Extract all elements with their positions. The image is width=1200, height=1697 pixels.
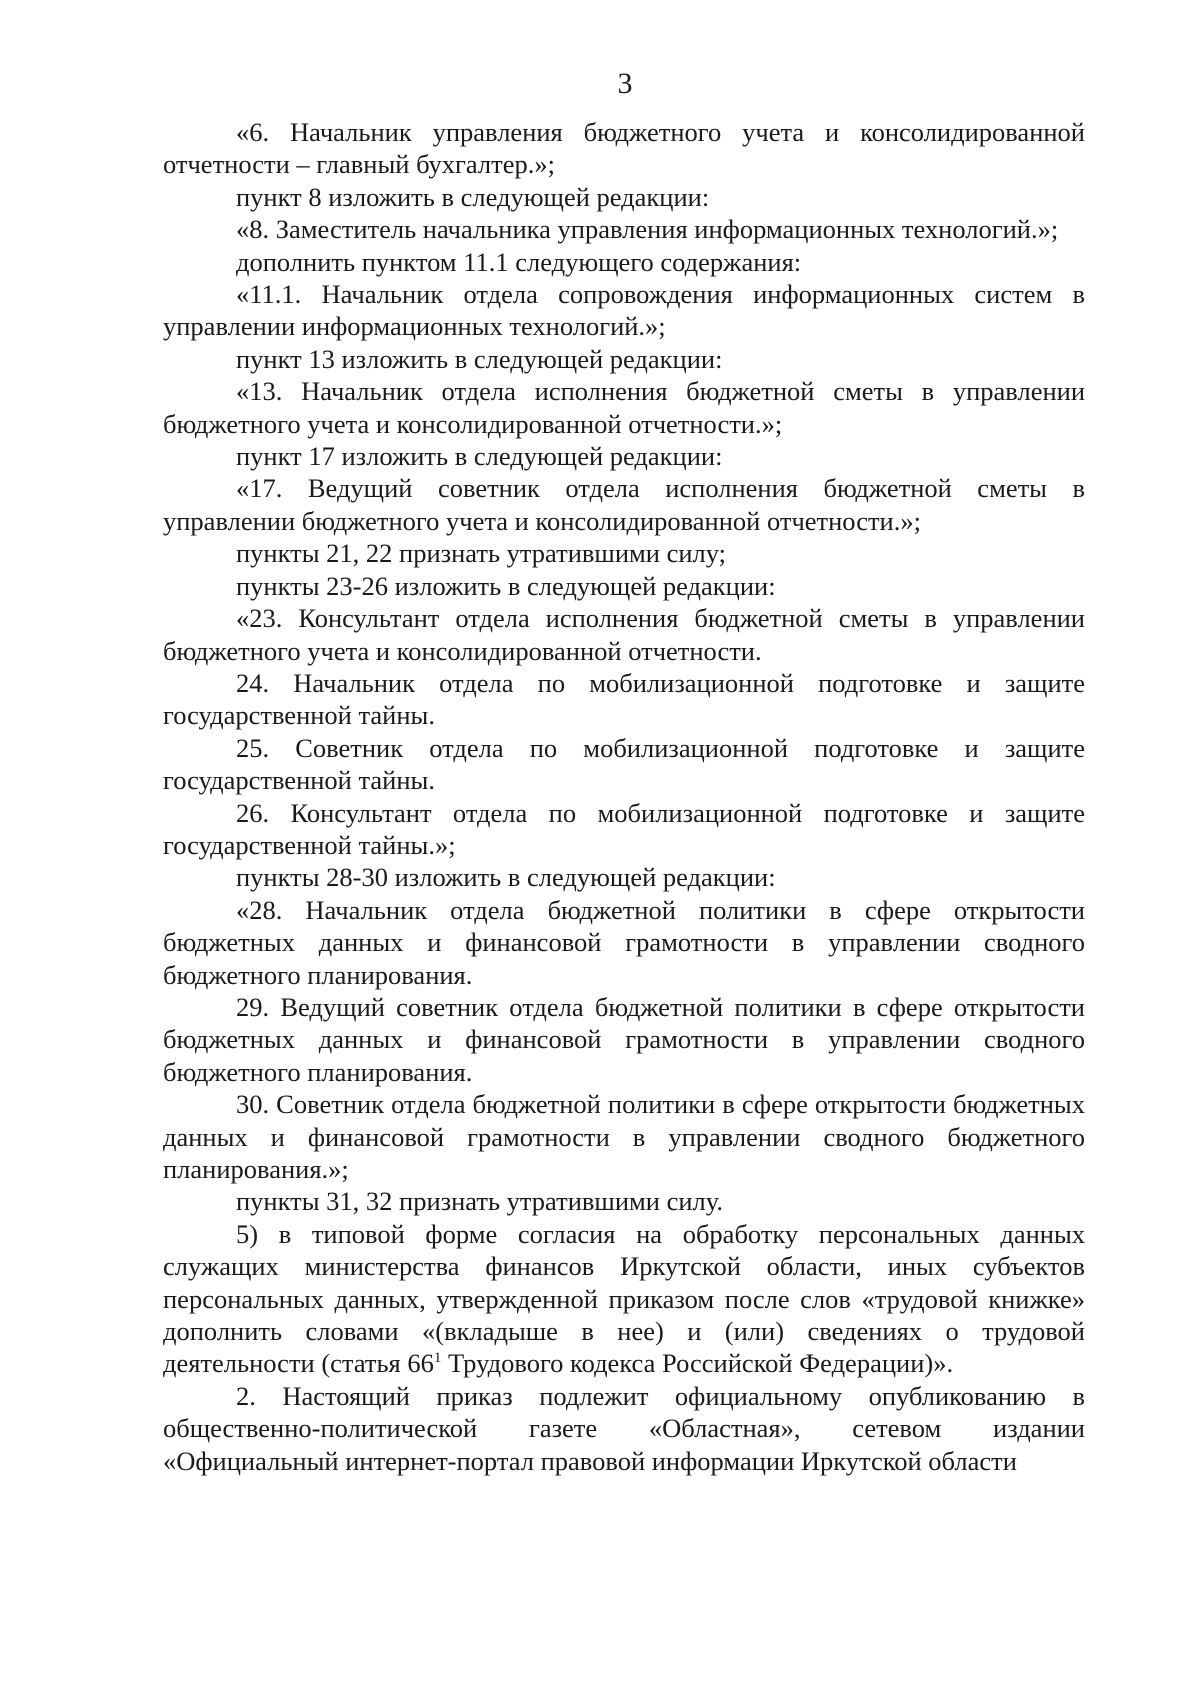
paragraph: пункт 8 изложить в следующей редакции:: [236, 181, 710, 212]
paragraph: пункт 17 изложить в следующей редакции:: [236, 441, 723, 472]
paragraph: 30. Советник отдела бюджетной политики в сфере открытости бюджетных данных и финансовой грамотности в управлении сводного бюджетного планирования.»;: [163, 1089, 1085, 1184]
page-number: 3: [617, 67, 633, 100]
paragraph: 26. Консультант отдела по мобилизационной подготовке и защите государственной тайны.»;: [163, 797, 1085, 860]
paragraph: дополнить пунктом 11.1 следующего содержания:: [236, 246, 802, 277]
paragraph: «28. Начальник отдела бюджетной политики в сфере открытости бюджетных данных и финансовой грамотности в управлении сводного бюджетного планирования.: [163, 894, 1085, 990]
paragraph: пункты 28-30 изложить в следующей редакции:: [236, 862, 776, 893]
paragraph: пункты 31, 32 признать утратившими силу.: [236, 1186, 723, 1217]
paragraph-text: 5) в типовой форме согласия на обработку персональных данных служащих министерства финансов Иркутской области, иных субъектов персональных данных, утвержденной приказом после слов «трудовой книжке» дополнить словами «(вкладыше в нее) и (или) сведениях о трудовой деятельности (статья 66: [163, 1218, 1085, 1379]
paragraph: «23. Консультант отдела исполнения бюджетной сметы в управлении бюджетного учета и консолидированной отчетности.: [163, 603, 1085, 666]
paragraph: 25. Советник отдела по мобилизационной подготовке и защите государственной тайны.: [163, 732, 1085, 796]
paragraph: «11.1. Начальник отдела сопровождения информационных систем в управлении информационных технологий.»;: [163, 279, 1085, 342]
paragraph: «17. Ведущий советник отдела исполнения бюджетной сметы в управлении бюджетного учета и консолидированной отчетности.»;: [163, 473, 1085, 536]
paragraph-consent-form: [163, 1218, 1085, 1380]
paragraph: «8. Заместитель начальника управления информационных технологий.»;: [236, 214, 1059, 245]
paragraph: 29. Ведущий советник отдела бюджетной политики в сфере открытости бюджетных данных и финансовой грамотности в управлении сводного бюджетного планирования.: [163, 991, 1085, 1087]
paragraph-text-tail: Трудового кодекса Российской Федерации)».: [441, 1348, 954, 1379]
paragraph: 24. Начальник отдела по мобилизационной подготовке и защите государственной тайны.: [163, 667, 1085, 731]
paragraph: пункты 23-26 изложить в следующей редакции:: [236, 570, 776, 601]
paragraph: «6. Начальник управления бюджетного учета и консолидированной отчетности – главный бухгалтер.»;: [163, 117, 1085, 180]
paragraph: пункт 13 изложить в следующей редакции:: [236, 343, 723, 374]
article-superscript: 1: [433, 1350, 442, 1367]
paragraph: «13. Начальник отдела исполнения бюджетной сметы в управлении бюджетного учета и консолидированной отчетности.»;: [163, 376, 1085, 439]
document-body: [163, 116, 1085, 1477]
paragraph: пункты 21, 22 признать утратившими силу;: [236, 538, 727, 569]
paragraph: 2. Настоящий приказ подлежит официальному опубликованию в общественно-политической газете «Областная», сетевом издании «Официальный интернет-портал правовой информации Иркутской области: [163, 1380, 1085, 1476]
